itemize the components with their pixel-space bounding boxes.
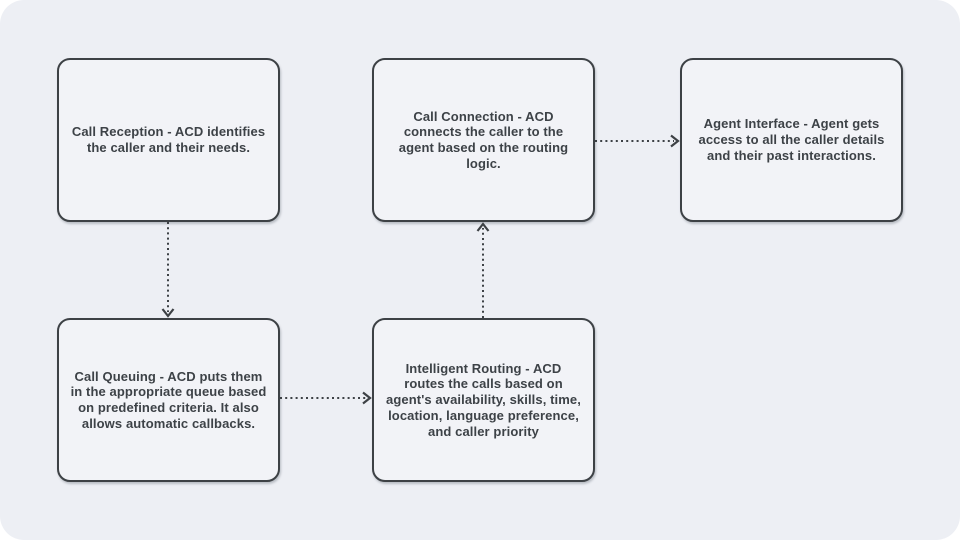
arrow-queuing-to-routing-icon <box>280 389 372 407</box>
node-intelligent-routing <box>372 318 595 482</box>
node-agent-interface-label: Agent Interface - Agent gets access to all the caller details and their past interactions. <box>698 116 885 163</box>
node-call-connection-label: Call Connection - ACD connects the caller to the agent based on the routing logic. <box>398 108 569 171</box>
node-call-queuing <box>57 318 280 482</box>
arrow-connection-to-interface-icon <box>595 132 680 150</box>
node-call-reception-label: Call Reception - ACD identifies the caller and their needs. <box>71 124 266 155</box>
node-agent-interface <box>680 58 903 222</box>
node-intelligent-routing-label: Intelligent Routing - ACD routes the calls based on agent's availability, skills, time, location, language preference, and caller priority <box>386 360 581 439</box>
node-call-reception <box>57 58 280 222</box>
node-call-connection <box>372 58 595 222</box>
node-call-queuing-label: Call Queuing - ACD puts them in the appropriate queue based on predefined criteria. It also allows automatic callbacks. <box>70 368 267 431</box>
arrow-reception-to-queuing-icon <box>159 222 177 318</box>
arrow-routing-to-connection-icon <box>474 222 492 318</box>
